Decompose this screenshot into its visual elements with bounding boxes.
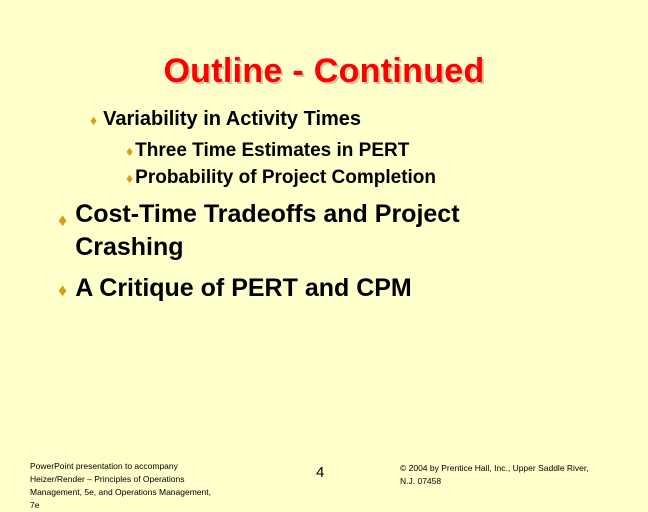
bullet-text-block	[75, 198, 459, 264]
bullet-three-time	[126, 140, 409, 162]
footer-copyright	[400, 462, 640, 488]
bullet-text-line2: Crashing	[75, 233, 184, 261]
footer-copyright-line: N.J. 07458	[400, 476, 442, 486]
bullet-cost-time	[58, 198, 460, 264]
bullet-text: Variability in Activity Times	[103, 108, 362, 130]
bullet-probability	[126, 167, 436, 189]
footer-credit	[30, 460, 260, 512]
bullet-variability	[90, 108, 361, 131]
bullet-text: Three Time Estimates in PERT	[135, 140, 410, 161]
bullet-critique	[58, 272, 412, 307]
footer-credit-line: 7e	[30, 500, 40, 510]
bullet-text: A Critique of PERT and CPM	[75, 274, 412, 302]
footer-credit-line: Management, 5e, and Operations Management,	[30, 487, 211, 497]
diamond-bullet-icon: ♦	[126, 170, 134, 186]
footer-credit-line: PowerPoint presentation to accompany	[30, 461, 178, 471]
diamond-bullet-icon: ♦	[90, 112, 98, 128]
bullet-text-line1: Cost-Time Tradeoffs and Project	[75, 200, 460, 228]
diamond-bullet-icon: ♦	[126, 143, 134, 159]
page-number: 4	[316, 464, 325, 481]
footer-credit-line: Heizer/Render – Principles of Operations	[30, 474, 185, 484]
footer-copyright-line: © 2004 by Prentice Hall, Inc., Upper Saddle River,	[400, 463, 589, 473]
diamond-bullet-icon: ♦	[58, 280, 68, 300]
diamond-bullet-icon: ♦	[58, 210, 68, 230]
bullet-text: Probability of Project Completion	[135, 167, 437, 188]
slide-title: Outline - Continued	[163, 52, 485, 90]
